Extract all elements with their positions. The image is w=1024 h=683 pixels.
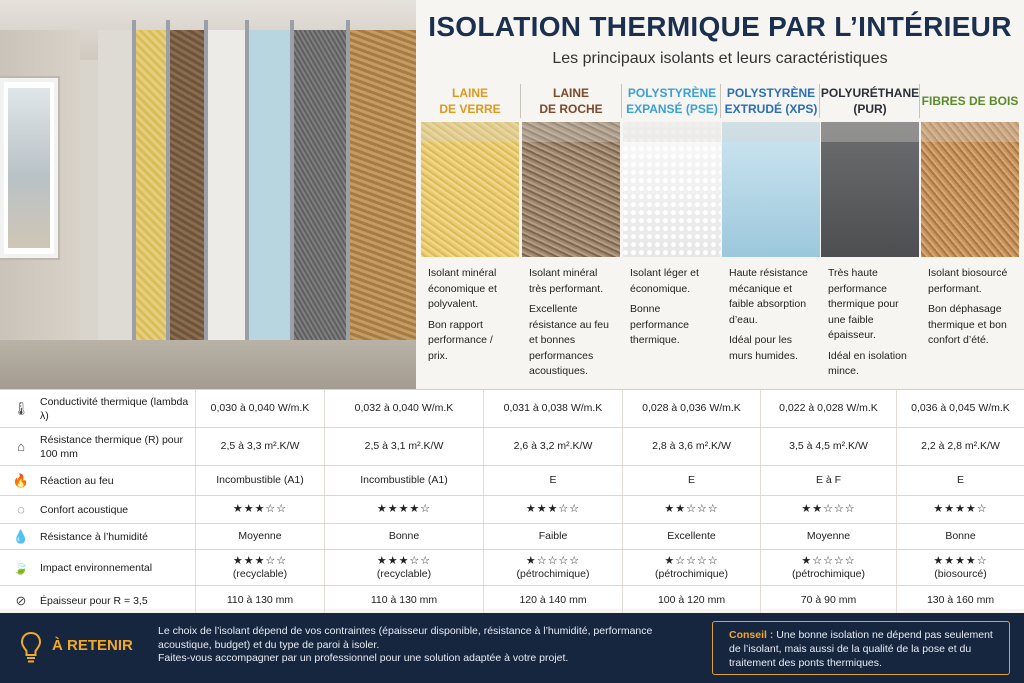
star-rating: ★★☆☆☆: [664, 503, 719, 515]
table-cell: 0,031 à 0,038 W/m.K: [483, 390, 622, 427]
footer-text: Le choix de l’isolant dépend de vos contraintes (épaisseur disponible, résistance à l’humidité, performance acoustique, budget) et du type de paroi à isoler. Faites-vous accompagner par un professionnel pour une solution adaptée à votre projet.: [158, 625, 653, 664]
material-sample-image: [522, 122, 620, 257]
star-rating: ★★★★☆: [933, 554, 988, 567]
table-cell: 0,022 à 0,028 W/m.K: [760, 390, 896, 427]
row-label: 🌡 Conductivité thermique (lambda λ): [12, 395, 189, 422]
star-rating: ★☆☆☆☆: [525, 554, 581, 567]
window: [0, 78, 58, 258]
table-cell: ★☆☆☆☆ (pétrochimique): [483, 550, 622, 585]
page-subtitle: Les principaux isolants et leurs caractéristiques: [552, 50, 888, 67]
table-cell: E: [622, 466, 760, 495]
table-cell: 130 à 160 mm: [896, 586, 1024, 615]
table-cell: 0,036 à 0,045 W/m.K: [896, 390, 1024, 427]
table-cell: [195, 496, 324, 523]
table-cell: E: [483, 466, 622, 495]
house-thermal-icon: ⌂: [17, 438, 25, 454]
material-description: Haute résistance mécanique et faible absorption d’eau. Idéal pour les murs humides.: [729, 267, 808, 362]
table-cell: E: [896, 466, 1024, 495]
material-sample-image: [722, 122, 820, 257]
table-cell: ★★★☆☆ (recyclable): [195, 550, 324, 585]
drop-icon: 💧: [12, 528, 30, 544]
table-cell: [760, 496, 896, 523]
material-name: LAINE DE ROCHE: [539, 86, 603, 116]
material-sample-image: [921, 122, 1019, 257]
header: [416, 0, 1024, 80]
table-cell: Incombustible (A1): [324, 466, 483, 495]
table-cell: 100 à 120 mm: [622, 586, 760, 615]
table-row: [0, 390, 1024, 428]
acoustic-icon: ◌: [17, 501, 25, 517]
page-title: ISOLATION THERMIQUE PAR L’INTÉRIEUR: [428, 11, 1012, 42]
material-sample-image: [623, 122, 721, 257]
table-cell: Excellente: [622, 524, 760, 549]
table-cell: 0,032 à 0,040 W/m.K: [324, 390, 483, 427]
table-cell: 110 à 130 mm: [195, 586, 324, 615]
table-cell: ★☆☆☆☆ (pétrochimique): [760, 550, 896, 585]
wall-insulation-photo: [0, 0, 416, 390]
table-cell: 2,6 à 3,2 m².K/W: [483, 428, 622, 465]
star-rating: ★★★★☆: [376, 503, 432, 515]
table-cell: E à F: [760, 466, 896, 495]
table-cell: 2,5 à 3,3 m².K/W: [195, 428, 324, 465]
table-row: [0, 524, 1024, 550]
table-cell: Incombustible (A1): [195, 466, 324, 495]
table-cell: 2,5 à 3,1 m².K/W: [324, 428, 483, 465]
table-row: [0, 586, 1024, 616]
table-cell: [622, 496, 760, 523]
material-column: [921, 82, 1019, 382]
table-cell: [896, 496, 1024, 523]
comparison-table: [0, 389, 1024, 609]
table-cell: 3,5 à 4,5 m².K/W: [760, 428, 896, 465]
table-cell: 2,2 à 2,8 m².K/W: [896, 428, 1024, 465]
conseil-text: Une bonne isolation ne dépend pas seulement de l’isolant, mais aussi de la qualité de la pose et du traitement des ponts thermiques.: [729, 629, 993, 669]
table-cell: Bonne: [324, 524, 483, 549]
material-description: Isolant minéral très performant. Excellente résistance au feu et bonnes performances acoustiques.: [529, 267, 609, 377]
table-cell: 70 à 90 mm: [760, 586, 896, 615]
table-cell: ★★★★☆ (biosourcé): [896, 550, 1024, 585]
leaf-icon: 🍃: [12, 559, 30, 575]
table-cell: Moyenne: [760, 524, 896, 549]
material-description: Isolant léger et économique. Bonne performance thermique.: [630, 267, 699, 346]
material-column: [722, 82, 820, 382]
lightbulb-icon: [20, 631, 42, 665]
table-cell: 120 à 140 mm: [483, 586, 622, 615]
row-label: 🍃 Impact environnemental: [12, 559, 153, 575]
material-name: FIBRES DE BOIS: [921, 94, 1019, 108]
table-row: [0, 550, 1024, 586]
retenir-title: À RETENIR: [52, 637, 133, 654]
table-cell: Faible: [483, 524, 622, 549]
material-name: LAINE DE VERRE: [439, 86, 501, 116]
star-rating: ★★★☆☆: [232, 554, 288, 567]
material-description: Très haute performance thermique pour une faible épaisseur. Idéal en isolation mince.: [828, 267, 907, 377]
material-column: [821, 82, 919, 382]
material-sample-image: [421, 122, 519, 257]
table-cell: Moyenne: [195, 524, 324, 549]
flame-icon: 🔥: [12, 472, 30, 488]
table-cell: [324, 496, 483, 523]
row-label: ⌂ Résistance thermique (R) pour 100 mm: [0, 428, 195, 465]
material-description: Isolant minéral économique et polyvalent. Bon rapport performance / prix.: [428, 267, 497, 362]
table-cell: 110 à 130 mm: [324, 586, 483, 615]
footer: [0, 613, 1024, 683]
table-row: [0, 466, 1024, 496]
table-cell: [483, 496, 622, 523]
row-label: 💧 Résistance à l’humidité: [12, 528, 148, 544]
row-label: ◌ Confort acoustique: [0, 496, 195, 523]
star-rating: ★★☆☆☆: [801, 503, 856, 515]
star-rating: ★★★☆☆: [376, 554, 432, 567]
table-cell: Bonne: [896, 524, 1024, 549]
star-rating: ★★★☆☆: [232, 503, 288, 515]
material-name: POLYSTYRÈNE EXTRUDÉ (XPS): [724, 86, 818, 116]
thickness-icon: ⊘: [15, 592, 27, 608]
row-label: ⊘ Épaisseur pour R = 3,5: [0, 586, 195, 615]
star-rating: ★☆☆☆☆: [664, 554, 719, 567]
table-cell: ★★★☆☆ (recyclable): [324, 550, 483, 585]
material-name: POLYSTYRÈNE EXPANSÉ (PSE): [626, 86, 718, 116]
table-cell: 2,8 à 3,6 m².K/W: [622, 428, 760, 465]
conseil-box: [712, 621, 1010, 675]
star-rating: ★☆☆☆☆: [801, 554, 856, 567]
material-sample-image: [821, 122, 919, 257]
material-column: [522, 82, 620, 382]
material-name: POLYURÉTHANE (PUR): [820, 86, 920, 116]
table-cell: 0,028 à 0,036 W/m.K: [622, 390, 760, 427]
star-rating: ★★★★☆: [933, 503, 988, 515]
table-cell: ★☆☆☆☆ (pétrochimique): [622, 550, 760, 585]
table-row: [0, 428, 1024, 466]
thermometer-icon: 🌡: [12, 400, 30, 416]
conseil-label: Conseil :: [729, 629, 774, 641]
star-rating: ★★★☆☆: [525, 503, 581, 515]
material-column: [421, 82, 519, 382]
material-description: Isolant biosourcé performant. Bon déphasage thermique et bon confort d’été.: [928, 267, 1008, 346]
row-label: 🔥 Réaction au feu: [12, 472, 114, 488]
material-column: [623, 82, 721, 382]
table-row: [0, 496, 1024, 524]
table-cell: 0,030 à 0,040 W/m.K: [195, 390, 324, 427]
